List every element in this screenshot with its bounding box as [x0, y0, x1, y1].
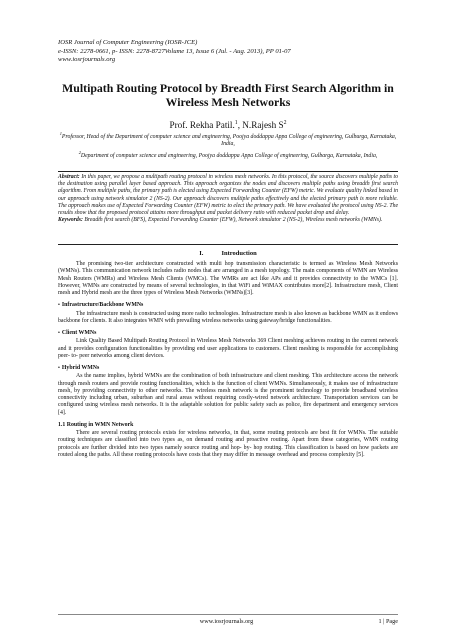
- affiliation-2-sup: 2: [78, 149, 81, 155]
- abstract-top-rule: [58, 171, 398, 172]
- intro-paragraph: The promising two-tier architecture constructed with multi hop transmission characteristic is termed as Wireless Mesh Networks (WMNs). This communication network includes radio nodes that are arranged in a mesh topology. The main components of WMN are Wireless Mesh Routers (WMRs) and Wireless Mesh Clients (WMCs). The WMRs are act like APs and it provides connectivity to the WMCs [1]. However, WMNs are constructed by means of several technologies, in that WiFi and WiMAX contributes more[2]. Infrastructure mesh, Client mesh and Hybrid mesh are the three types of Wireless Mesh Networks (WMNs)[3].: [58, 261, 398, 296]
- hybrid-heading-text: Hybrid WMNs: [61, 365, 100, 371]
- hybrid-heading: [58, 365, 398, 372]
- journal-website: www.iosrjournals.org: [58, 56, 116, 64]
- section-heading: [58, 250, 398, 257]
- author-2-name: N.Rajesh S: [242, 120, 284, 131]
- footer-url: www.iosrjournals.org: [199, 618, 254, 625]
- infra-paragraph: The infrastructure mesh is constructed using more radio technologies. Infrastructure mesh is also known as backbone WMN as it endows backbone for clients. It also integrates WMN with prevailing wireless networks using gateway/bridge functionalities.: [58, 310, 398, 324]
- bullet-icon: •: [58, 330, 60, 336]
- body-text: [58, 261, 398, 459]
- client-heading: [58, 330, 398, 337]
- abstract-label: Abstract:: [58, 174, 80, 180]
- keywords-label: Keywords:: [58, 217, 83, 224]
- journal-header: [58, 39, 398, 65]
- affiliation-1-text: Professor, Head of the Department of computer science and engineering, Poojya doddappa Appa College of engineering, Gulburga, Karnataka, India,: [61, 133, 397, 148]
- abstract-bottom-rule: [58, 244, 398, 245]
- keywords-text: Breadth first search (BFS), Expected Forwarding Counter (EFW), Network simulator 2 (NS-2), Wireless mesh networks (WMNs).: [82, 217, 383, 224]
- infra-heading: [58, 302, 398, 309]
- footer-page-number: 1 | Page: [378, 618, 398, 625]
- bullet-icon: •: [58, 302, 60, 309]
- author-1-name: Prof. Rekha Patil.: [169, 120, 235, 131]
- hybrid-paragraph: As the name implies, hybrid WMNs are the combination of both infrastructure and client meshing. This architecture access the network through mesh routers and provide routing functionalities, which is the function of client WMNs. Simultaneously, it makes use of infrastructure mesh, by providing connectivity to other networks. The wireless mesh network is the prominent technology to provide broadband wireless connectivity including urban, suburban and rural areas without requiring costly-wired network architecture. Transportation services can be configured using wireless mesh networks. It is the adaptable solution for public safety such as police, fire department and emergency services [4].: [58, 373, 398, 416]
- infra-heading-text: Infrastructure/Backbone WMNs: [61, 302, 144, 309]
- section-title: Introduction: [221, 250, 257, 257]
- affiliation-2-text: Department of computer science and engineering, Poojya doddappa Appa College of engineering, Gulbarga, Karnataka, India,: [80, 152, 378, 159]
- abstract-paragraph: [58, 174, 398, 217]
- author-separator: ,: [237, 120, 243, 131]
- section-number: I.: [199, 250, 204, 257]
- abstract-block: [58, 174, 398, 224]
- client-paragraph: Link Quality Based Multipath Routing Protocol in Wireless Mesh Networks 369 Client meshing achieves routing in the current network and it provides configuration functionalities by providing end user applications to customers. Client meshing is responsible for accomplishing peer- to- peer networks among client devices.: [58, 338, 398, 359]
- author-2-sup: 2: [283, 120, 287, 126]
- footer-rule: [58, 614, 398, 615]
- journal-name: IOSR Journal of Computer Engineering (IOSR-JCE): [58, 39, 198, 46]
- bullet-icon: •: [58, 365, 60, 371]
- paper-title: Multipath Routing Protocol by Breadth First Search Algorithm in Wireless Mesh Networks: [62, 81, 394, 109]
- affiliations: [58, 130, 398, 160]
- subsection-heading: 1.1 Routing in WMN Network: [58, 421, 134, 428]
- journal-issn-volume: e-ISSN: 2278-0661, p- ISSN: 2278-8727Volume 13, Issue 6 (Jul. - Aug. 2013), PP 01-07: [58, 47, 291, 55]
- subsection-paragraph: There are several routing protocols exists for wireless networks, in that, some routing protocols are best fit for WMNs. The suitable routing techniques are classified into two types as, on demand routing and proactive routing. Apart from these categories, WMN routing protocols are further divided into two types namely source routing and hop- by- hop routing. This classification is based on how packets are routed along the paths. All these routing protocols have costs that they may differ in message overhead and process complexity [5].: [58, 430, 398, 458]
- keywords-paragraph: [58, 217, 398, 224]
- affiliation-1: [58, 130, 398, 149]
- abstract-text: In this paper, we propose a multipath routing protocol in wireless mesh networks. In this protocol, the source discovers multiple paths to the destination using parallel layer based approach. This approach organizes the nodes and discovers multiple paths using breadth first search algorithm. From multiple paths, the primary path is elected using Expected Forwarding Counter (EFW) metric. We evaluate quality linked based in our approach using network simulator 2 (NS-2). Our approach discovers multiple paths effectively and the elected primary path is more reliable. The approach makes use of Expected Forwarding Counter (EFW) metric to elect the primary path. We have evaluated the protocol using NS-2. The results show that the proposed protocol attains more throughput and packet delivery ratio with reduced packet drop and delay.: [58, 174, 398, 217]
- author-1-sup: 1: [234, 120, 238, 126]
- client-heading-text: Client WMNs: [61, 330, 97, 336]
- affiliation-1-sup: 1: [59, 131, 62, 136]
- affiliation-2: [58, 149, 398, 160]
